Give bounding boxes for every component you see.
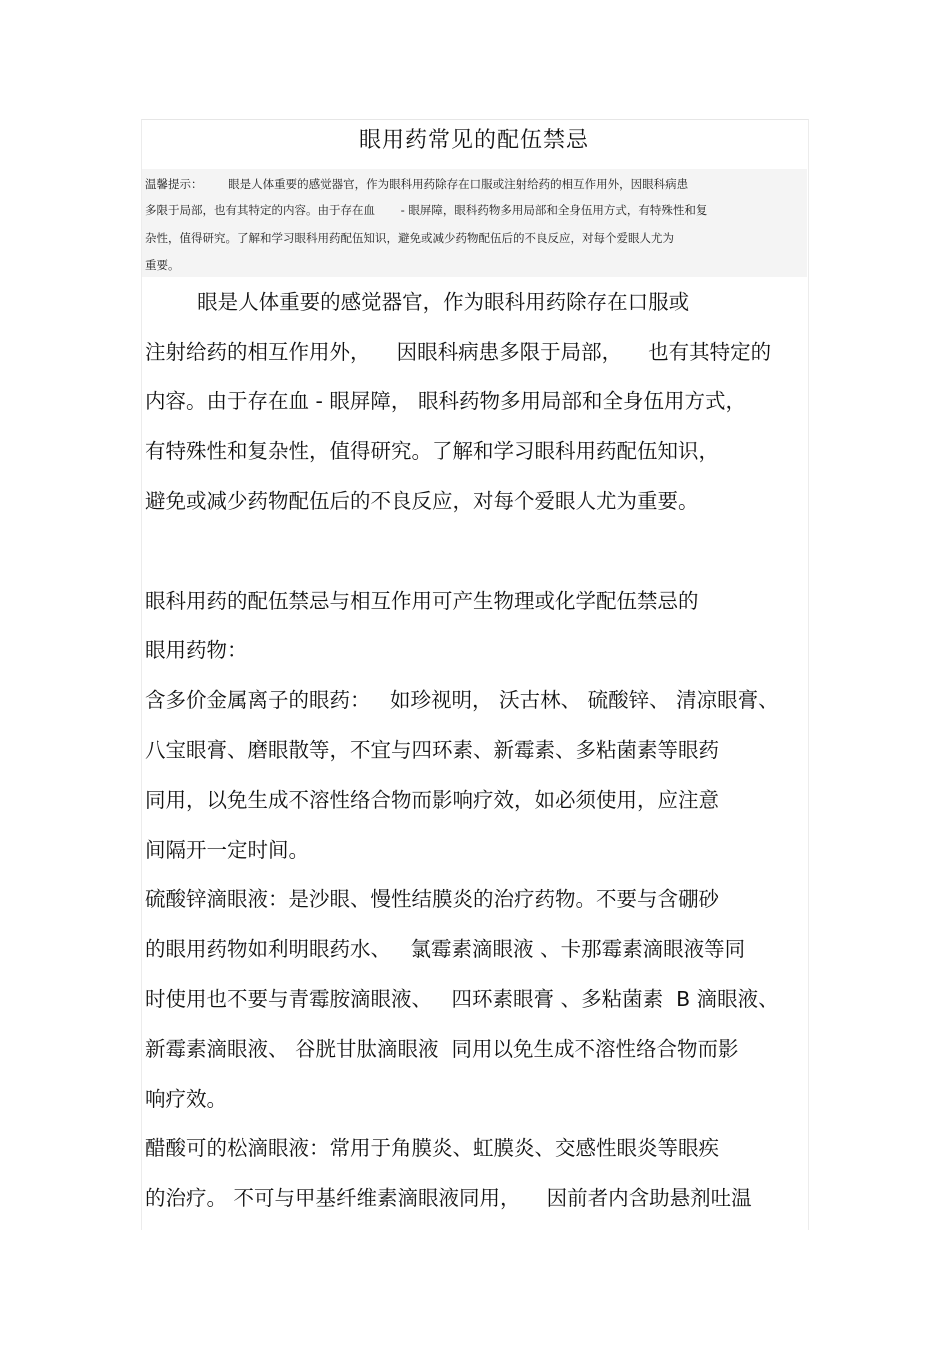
paragraph-line: 内容。由于存在血 - 眼屏障， 眼科药物多用局部和全身伍用方式， — [145, 389, 746, 413]
paragraph-line: 的眼用药物如利明眼药水、 氯霉素滴眼液 、卡那霉素滴眼液等同 — [145, 937, 746, 961]
paragraph-line: 眼是人体重要的感觉器官，作为眼科用药除存在口服或 — [145, 290, 690, 314]
paragraph-line: 时使用也不要与青霉胺滴眼液、 四环素眼膏 、多粘菌素 B 滴眼液、 — [145, 987, 779, 1011]
paragraph-line: 新霉素滴眼液、 谷胱甘肽滴眼液 同用以免生成不溶性络合物而影 — [145, 1037, 739, 1061]
paragraph-line: 眼科用药的配伍禁忌与相互作用可产生物理或化学配伍禁忌的 — [145, 589, 699, 613]
paragraph-line: 避免或减少药物配伍后的不良反应，对每个爱眼人尤为重要。 — [145, 489, 699, 513]
paragraph-line: 的治疗。 不可与甲基纤维素滴眼液同用， 因前者内含助悬剂吐温 — [145, 1186, 752, 1210]
paragraph-line: 注射给药的相互作用外， 因眼科病患多限于局部， 也有其特定的 — [145, 340, 772, 364]
document-title: 眼用药常见的配伍禁忌 — [358, 128, 589, 153]
paragraph-line: 有特殊性和复杂性，值得研究。了解和学习眼科用药配伍知识， — [145, 439, 719, 463]
paragraph-line: 硫酸锌滴眼液：是沙眼、慢性结膜炎的治疗药物。不要与含硼砂 — [145, 887, 719, 911]
paragraph-line: 响疗效。 — [145, 1087, 227, 1111]
paragraph-line: 间隔开一定时间。 — [145, 838, 309, 862]
tip-line: 重要。 — [145, 258, 180, 272]
tip-line: 杂性，值得研究。了解和学习眼科用药配伍知识，避免或减少药物配伍后的不良反应，对每个爱眼人尤为 — [145, 231, 674, 245]
paragraph-line: 含多价金属离子的眼药： 如珍视明， 沃古林、 硫酸锌、 清凉眼膏、 — [145, 688, 779, 712]
tip-line: 温馨提示： 眼是人体重要的感觉器官，作为眼科用药除存在口服或注射给药的相互作用外，因眼科病患 — [145, 177, 689, 191]
paragraph-line: 八宝眼膏、磨眼散等，不宜与四环素、新霉素、多粘菌素等眼药 — [145, 738, 719, 762]
paragraph-line: 醋酸可的松滴眼液：常用于角膜炎、虹膜炎、交感性眼炎等眼疾 — [145, 1136, 719, 1160]
paragraph-line: 眼用药物： — [145, 638, 248, 662]
tip-line: 多限于局部，也有其特定的内容。由于存在血 - 眼屏障，眼科药物多用局部和全身伍用方式，有特殊性和复 — [145, 203, 708, 217]
paragraph-line: 同用，以免生成不溶性络合物而影响疗效，如必须使用，应注意 — [145, 788, 719, 812]
